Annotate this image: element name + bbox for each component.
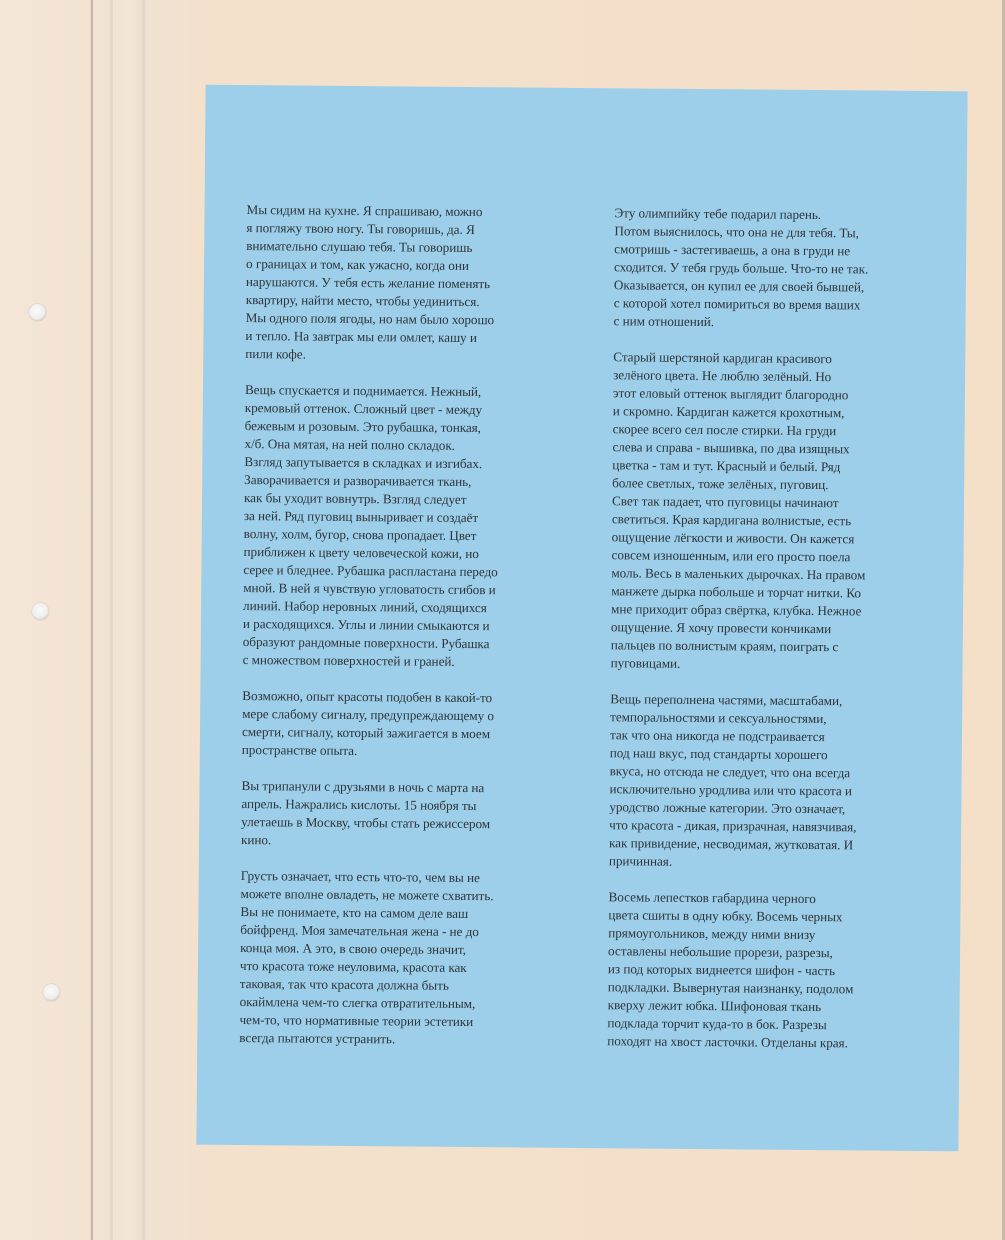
text-line: Старый шерстяной кардиган красивого [613, 349, 832, 367]
text-line: причинная. [608, 853, 673, 869]
blue-text-panel [196, 85, 967, 1152]
text-line: подкладки. Вывернутая наизнанку, подолом [607, 979, 854, 997]
paragraph-olympic-jacket [614, 204, 935, 333]
text-line: скорее всего сел после стирки. На груди [612, 421, 837, 439]
text-line: как привидение, несводимая, жутковатая. И [608, 835, 854, 853]
text-line: таковая, так что красота должна быть [239, 976, 449, 993]
text-line: окаймлена чем-то слегка отвратительным, [239, 994, 476, 1012]
text-line: пили кофе. [245, 346, 306, 362]
text-line: сходится. У тебя грудь больше. Что-то не так. [614, 259, 869, 277]
binder-hole-icon [43, 984, 60, 1001]
text-line: и тепло. На завтрак мы ели омлет, кашу и [245, 328, 477, 346]
text-line: кино. [240, 832, 272, 848]
text-line: Возможно, опыт красоты подобен в какой-то [242, 688, 493, 706]
paragraph-kitchen [245, 201, 566, 366]
text-line: апрель. Нажрались кислоты. 15 ноября ты [241, 796, 477, 814]
text-line: Вещь переполнена частями, масштабами, [610, 691, 843, 709]
text-line: Восемь лепестков габардина черного [608, 889, 816, 907]
text-line: пространстве опыта. [241, 742, 358, 759]
text-line: как бы уходит вовнутрь. Взгляд следует [243, 490, 467, 507]
text-line: вкуса, но отсюда не следует, что она всегда [609, 763, 851, 781]
text-line: образуют рандомные поверхности. Рубашка [242, 634, 490, 652]
text-line: с ним отношений. [613, 313, 715, 330]
text-line: линий. Набор неровных линий, сходящихся [243, 598, 487, 616]
text-line: исключительно уродлива или что красота и [609, 781, 852, 799]
text-line: Заворачивается и разворачивается ткань, [244, 472, 472, 490]
text-line: этот еловый оттенок выглядит благородно [612, 385, 849, 403]
text-line: подклада торчит куда-то в бок. Разрезы [607, 1015, 827, 1033]
text-line: бойфренд. Моя замечательная жена - не до [240, 922, 479, 940]
text-line: Потом выяснилось, что она не для тебя. Ты, [614, 223, 859, 241]
text-line: всегда пытаются устранить. [239, 1030, 396, 1047]
text-line: зелёного цвета. Не люблю зелёный. Но [613, 367, 832, 385]
text-line: улетаешь в Москву, чтобы стать режиссером [241, 814, 491, 832]
text-line: Грусть означает, что есть что-то, чем вы не [240, 868, 480, 886]
text-line: Взгляд запутывается в складках и изгибах. [244, 454, 483, 472]
text-line: ощущение. Я хочу провести кончиками [610, 619, 832, 637]
fold-shadow [110, 0, 113, 1240]
text-line: Оказывается, он купил ее для своей бывшей, [613, 277, 865, 295]
text-line: слева и справа - вышивка, по два изящных [612, 439, 850, 457]
text-line: Свет так падает, что пуговицы начинают [611, 493, 839, 511]
text-line: Эту олимпийку тебе подарил парень. [614, 205, 822, 223]
right-column [607, 204, 935, 1071]
text-line: пуговицами. [610, 655, 681, 671]
text-line: чем-то, что нормативные теории эстетики [239, 1012, 474, 1030]
text-line: светиться. Края кардигана волнистые, есть [611, 511, 852, 529]
text-line: и скромно. Кардиган кажется крохотным, [612, 403, 845, 421]
text-line: за ней. Ряд пуговиц выныривает и создаёт [243, 508, 479, 526]
paragraph-cardigan [611, 348, 934, 675]
text-line: Вы трипанули с друзьями в ночь с марта на [241, 778, 485, 796]
text-line: совсем изношенным, или его просто поела [611, 547, 851, 565]
text-line: с множеством поверхностей и граней. [242, 652, 455, 669]
text-line: Мы одного поля ягоды, но нам было хорошо [245, 310, 495, 328]
text-line: ощущение лёгкости и живости. Он кажется [611, 529, 855, 547]
binder-fold-line [91, 0, 93, 1240]
paragraph-shirt [243, 381, 566, 672]
paragraph-trip [241, 777, 562, 852]
text-line: о границах и том, как ужасно, когда они [246, 256, 469, 273]
binder-hole-icon [29, 304, 46, 321]
text-line: с которой хотел помириться во время ваших [613, 295, 861, 313]
text-line: цвета сшиты в одну юбку. Восемь черных [608, 907, 843, 925]
text-line: можете вполне овладеть, не можете схватить. [240, 886, 494, 904]
text-line: мной. В ней я чувствую угловатость сгибов и [243, 580, 496, 598]
text-line: цветка - там и тут. Красный и белый. Ряд [612, 457, 841, 475]
text-line: смотришь - застегиваешь, а она в груди не [614, 241, 851, 259]
text-line: я погляжу твою ногу. Ты говоришь, да. Я [246, 220, 475, 238]
text-line: так что она никогда не подстраивается [609, 727, 825, 745]
text-line: из под которых виднеется шифон - часть [607, 961, 836, 979]
text-line: конца моя. А это, в свою очередь значит, [240, 940, 467, 957]
text-line: мне приходит образ свёртка, клубка. Нежное [611, 601, 862, 619]
text-line: уродство ложные категории. Это означает, [609, 799, 846, 817]
text-line: кверху лежит юбка. Шифоновая ткань [607, 997, 822, 1015]
paragraph-sadness [239, 867, 561, 1050]
text-line: волну, холм, бугор, снова пропадает. Цвет [243, 526, 477, 544]
text-line: бежевым и розовым. Это рубашка, тонкая, [244, 418, 482, 436]
text-line: что красота - дикая, призрачная, навязчивая, [609, 817, 857, 835]
paragraph-beauty-signal [242, 687, 563, 762]
text-line: оставлены небольшие прорези, разрезы, [608, 943, 833, 961]
text-line: под наш вкус, под стандарты хорошего [609, 745, 828, 763]
text-line: и расходящихся. Углы и линии смыкаются и [242, 616, 490, 634]
text-line: смерти, сигналу, который зажигается в моем [241, 724, 491, 742]
text-line: манжете дырка побольше и торчат нитки. Ко [611, 583, 861, 601]
left-column [239, 201, 567, 1068]
text-line: Вы не понимаете, кто на самом деле ваш [240, 904, 469, 922]
text-line: походят на хвост ласточки. Отделаны края. [607, 1033, 848, 1051]
paragraph-skirt [607, 888, 928, 1053]
text-line: Вещь спускается и поднимается. Нежный, [244, 382, 482, 400]
paragraph-thing-overflowing [609, 690, 931, 873]
text-line: нарушаются. У тебя есть желание поменять [245, 274, 491, 292]
text-line: кремовый оттенок. Сложный цвет - между [244, 400, 483, 418]
text-line: квартиру, найти место, чтобы уединиться. [245, 292, 480, 310]
text-line: прямоугольников, между ними внизу [608, 925, 816, 943]
text-line: темпоральностями и сексуальностями, [610, 709, 827, 727]
binder-hole-icon [32, 603, 49, 620]
text-line: серее и бледнее. Рубашка распластана передо [243, 562, 498, 580]
fold-shadow [142, 0, 145, 1240]
text-line: что красота тоже неуловима, красота как [239, 958, 467, 976]
text-line: мере слабому сигналу, предупреждающему о [242, 706, 495, 724]
text-line: более светлых, тоже зелёных, пуговиц. [612, 475, 829, 493]
text-line: приближен к цвету человеческой кожи, но [243, 544, 479, 562]
text-line: Мы сидим на кухне. Я спрашиваю, можно [246, 202, 483, 220]
text-line: х/б. Она мятая, на ней полно складок. [244, 436, 456, 453]
text-line: пальцев по волнистым краям, поиграть с [610, 637, 839, 655]
text-line: моль. Весь в маленьких дырочках. На правом [611, 565, 866, 583]
text-line: внимательно слушаю тебя. Ты говоришь [246, 238, 473, 256]
